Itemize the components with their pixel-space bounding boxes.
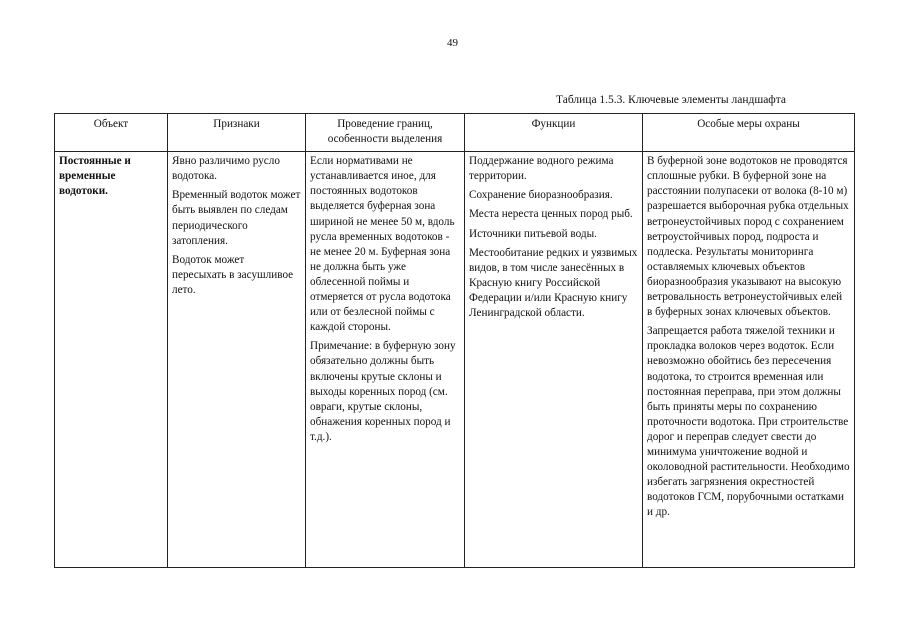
function-item: Поддержание водного режима территории. xyxy=(469,155,614,183)
object-name: Постоянные и временные водотоки. xyxy=(59,155,131,198)
boundaries-note: Примечание: в буферную зону обязательно должны быть включены крутые склоны и выходы коренных пород (см. овраги, крутые склоны, обнажения коренных пород и т.д.). xyxy=(310,340,456,443)
header-measures: Особые меры охраны xyxy=(643,114,855,152)
measures-text: Запрещается работа тяжелой техники и прокладка волоков через водоток. Если невозможно обойтись без пересечения водотока, то строится временная или постоянная переправа, при этом должны быть приняты меры по сохранению проточности водотока. При строительстве дорог и переправ следует свести до минимума уничтожение водной и околоводной растительности. Необходимо избегать загрязнения окрестностей водотоков ГСМ, порубочными остатками и др. xyxy=(647,325,850,519)
function-item: Местообитание редких и уязвимых видов, в том числе занесённых в Красную книгу Российской Федерации и/или Красную книгу Ленинградской области. xyxy=(469,246,638,320)
table-header-row xyxy=(55,114,855,152)
header-functions: Функции xyxy=(465,114,643,152)
cell-functions xyxy=(465,152,643,568)
header-object: Объект xyxy=(55,114,168,152)
signs-text: Явно различимо русло водотока. xyxy=(172,155,280,183)
function-item: Источники питьевой воды. xyxy=(469,227,597,240)
cell-signs xyxy=(168,152,306,568)
page-number: 49 xyxy=(447,37,458,49)
header-signs: Признаки xyxy=(168,114,306,152)
measures-text: В буферной зоне водотоков не проводятся сплошные рубки. В буферной зоне на расстоянии полупасеки от волока (8-10 м) разрешается выборочная рубка отдельных ветронеустойчивых пород с сохранением ветроустойчивых пород, подроста и подлеска. Результаты мониторинга оставляемых ключевых объектов биоразнообразия указывают на высокую ветровальность ветронеустойчивых елей в буферных зонах ключевых объектов. xyxy=(647,155,849,319)
table-caption: Таблица 1.5.3. Ключевые элементы ландшафта xyxy=(556,94,787,106)
cell-boundaries xyxy=(306,152,465,568)
header-boundaries: Проведение границ, особенности выделения xyxy=(306,114,465,152)
signs-text: Водоток может пересыхать в засушливое лето. xyxy=(172,253,294,296)
function-item: Сохранение биоразнообразия. xyxy=(469,189,613,202)
boundaries-text: Если нормативами не устанавливается иное, для постоянных водотоков выделяется буферная зона шириной не менее 50 м, вдоль русла временных водотоков - не менее 20 м. Буферная зона не должна быть уже облесенной поймы и отмеряется от русла водотока или от безлесной поймы с каждой стороны. xyxy=(310,155,455,334)
function-item: Места нереста ценных пород рыб. xyxy=(469,208,633,221)
cell-measures xyxy=(643,152,855,568)
table-row xyxy=(55,152,855,568)
cell-object xyxy=(55,152,168,568)
signs-text: Временный водоток может быть выявлен по следам периодического затопления. xyxy=(172,189,301,247)
landscape-elements-table xyxy=(54,113,855,568)
